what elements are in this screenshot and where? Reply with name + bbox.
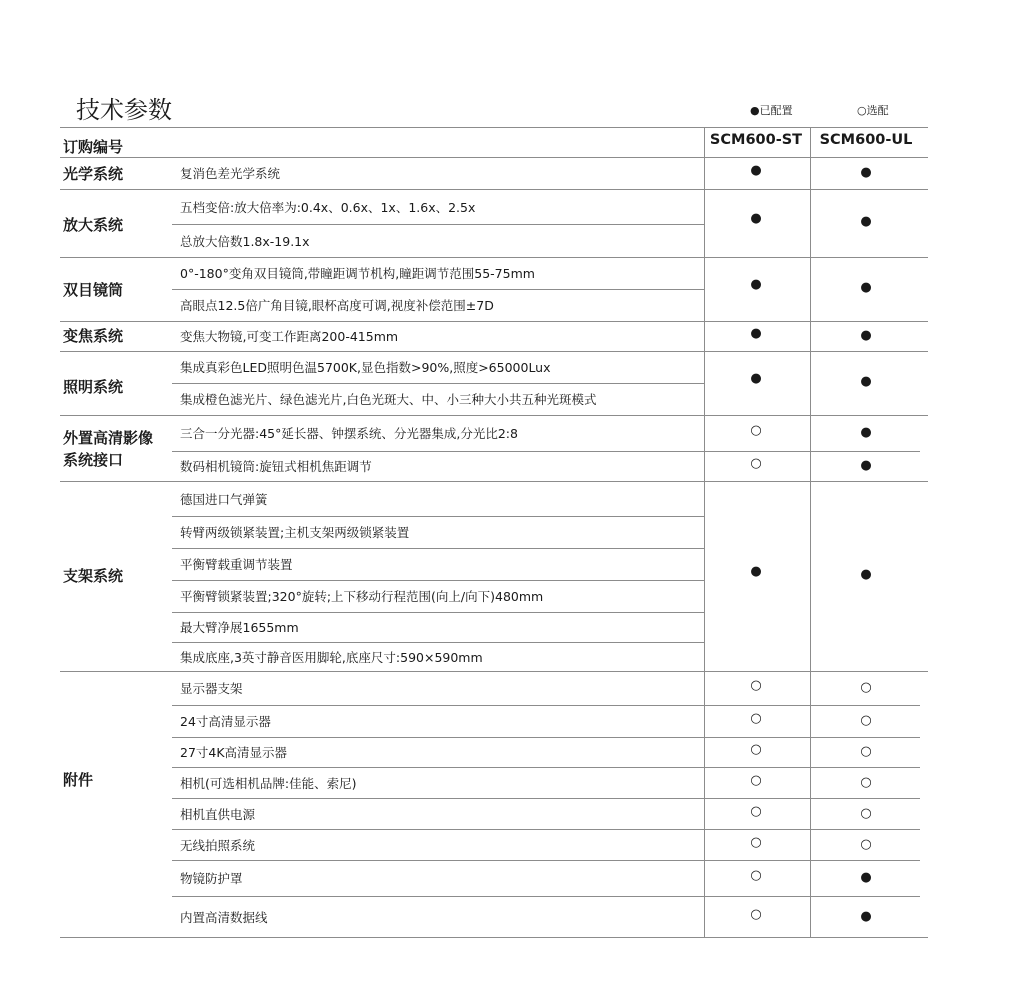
ul-mark: ○	[860, 805, 872, 821]
header-col-st: SCM600-ST	[709, 132, 803, 148]
category-label: 照明系统	[63, 378, 124, 396]
category-label: 支架系统	[63, 567, 124, 585]
st-mark: ○	[750, 456, 762, 471]
legend-configured: ●已配置	[750, 104, 793, 117]
st-mark: ○	[750, 772, 762, 788]
spec-item: 集成底座,3英寸静音医用脚轮,底座尺寸:590×590mm	[180, 649, 483, 665]
spec-item: 数码相机镜筒:旋钮式相机焦距调节	[180, 459, 372, 474]
spec-item: 总放大倍数1.8x-19.1x	[180, 233, 310, 249]
item-divider	[172, 737, 704, 738]
item-divider	[172, 451, 704, 452]
header-col-ul: SCM600-UL	[819, 132, 913, 148]
category-label: 外置高清影像系统接口	[63, 429, 154, 469]
category-label: 放大系统	[63, 216, 124, 234]
mark-divider	[704, 767, 920, 768]
st-mark: ●	[750, 211, 762, 226]
group-divider	[60, 257, 928, 258]
group-divider	[60, 351, 928, 352]
ul-mark: ●	[860, 870, 872, 885]
spec-item: 转臂两级锁紧装置;主机支架两级锁紧装置	[180, 525, 410, 540]
item-divider	[172, 798, 704, 799]
ul-mark: ○	[860, 713, 872, 728]
st-mark: ○	[750, 742, 762, 757]
spec-item: 高眼点12.5倍广角目镜,眼杯高度可调,视度补偿范围±7D	[180, 298, 494, 313]
item-divider	[172, 548, 704, 549]
column-divider-right	[810, 127, 811, 937]
spec-item: 无线拍照系统	[180, 837, 256, 853]
st-mark: ○	[750, 678, 762, 693]
ul-mark: ○	[860, 680, 872, 695]
category-label: 附件	[63, 771, 94, 789]
item-divider	[172, 580, 704, 581]
column-divider-left	[704, 127, 705, 937]
item-divider	[172, 383, 704, 384]
spec-item: 三合一分光器:45°延长器、钟摆系统、分光器集成,分光比2:8	[180, 426, 518, 441]
category-label: 双目镜筒	[63, 281, 124, 299]
st-mark: ○	[750, 868, 762, 883]
st-mark: ●	[750, 277, 762, 292]
st-mark: ○	[750, 803, 762, 819]
page-title: 技术参数	[76, 96, 172, 124]
header-label: 订购编号	[63, 138, 124, 156]
table-bottom-line	[60, 937, 928, 938]
st-mark: ○	[750, 834, 762, 850]
spec-item: 集成真彩色LED照明色温5700K,显色指数>90%,照度>65000Lux	[180, 360, 551, 375]
spec-item: 复消色差光学系统	[180, 166, 281, 181]
mark-divider	[704, 896, 920, 897]
spec-item: 显示器支架	[180, 681, 243, 696]
st-mark: ●	[750, 564, 762, 579]
spec-item: 德国进口气弹簧	[180, 491, 268, 507]
st-mark: ○	[750, 711, 762, 726]
ul-mark: ●	[860, 908, 872, 924]
spec-item: 平衡臂锁紧装置;320°旋转;上下移动行程范围(向上/向下)480mm	[180, 589, 544, 604]
mark-divider	[704, 860, 920, 861]
mark-divider	[704, 705, 920, 706]
spec-item: 平衡臂载重调节装置	[180, 557, 293, 572]
item-divider	[172, 829, 704, 830]
st-mark: ●	[750, 163, 762, 178]
group-divider	[60, 157, 928, 158]
st-mark: ○	[750, 906, 762, 922]
ul-mark: ●	[860, 165, 872, 180]
item-divider	[172, 896, 704, 897]
mark-divider	[704, 737, 920, 738]
item-divider	[172, 642, 704, 643]
ul-mark: ●	[860, 374, 872, 389]
spec-item: 集成橙色滤光片、绿色滤光片,白色光斑大、中、小三种大小共五种光斑模式	[180, 392, 597, 407]
item-divider	[172, 767, 704, 768]
item-divider	[172, 612, 704, 613]
spec-item: 内置高清数据线	[180, 909, 268, 925]
spec-item: 相机直供电源	[180, 806, 256, 822]
spec-item: 0°-180°变角双目镜筒,带瞳距调节机构,瞳距调节范围55-75mm	[180, 266, 535, 281]
ul-mark: ●	[860, 425, 872, 440]
item-divider	[172, 289, 704, 290]
item-divider	[172, 224, 704, 225]
spec-item: 相机(可选相机品牌:佳能、索尼)	[180, 775, 357, 791]
group-divider	[60, 671, 928, 672]
spec-item: 最大臂净展1655mm	[180, 620, 299, 635]
ul-mark: ●	[860, 458, 872, 473]
ul-mark: ○	[860, 744, 872, 759]
item-divider	[172, 860, 704, 861]
spec-item: 24寸高清显示器	[180, 714, 271, 729]
group-divider	[60, 189, 928, 190]
ul-mark: ●	[860, 280, 872, 295]
st-mark: ●	[750, 326, 762, 341]
mark-divider	[704, 451, 920, 452]
legend-optional: ○选配	[857, 104, 889, 117]
group-divider	[60, 415, 928, 416]
st-mark: ●	[750, 371, 762, 386]
mark-divider	[704, 798, 920, 799]
ul-mark: ●	[860, 328, 872, 343]
ul-mark: ○	[860, 774, 872, 790]
ul-mark: ●	[860, 214, 872, 229]
category-label: 变焦系统	[63, 327, 124, 345]
category-label: 光学系统	[63, 165, 124, 183]
group-divider	[60, 481, 928, 482]
ul-mark: ●	[860, 567, 872, 582]
spec-item: 27寸4K高清显示器	[180, 745, 288, 760]
spec-item: 物镜防护罩	[180, 871, 243, 886]
spec-item: 变焦大物镜,可变工作距离200-415mm	[180, 329, 399, 344]
item-divider	[172, 516, 704, 517]
spec-item: 五档变倍:放大倍率为:0.4x、0.6x、1x、1.6x、2.5x	[180, 199, 476, 215]
st-mark: ○	[750, 423, 762, 438]
mark-divider	[704, 829, 920, 830]
group-divider	[60, 321, 928, 322]
item-divider	[172, 705, 704, 706]
ul-mark: ○	[860, 836, 872, 852]
table-top-line	[60, 127, 928, 128]
